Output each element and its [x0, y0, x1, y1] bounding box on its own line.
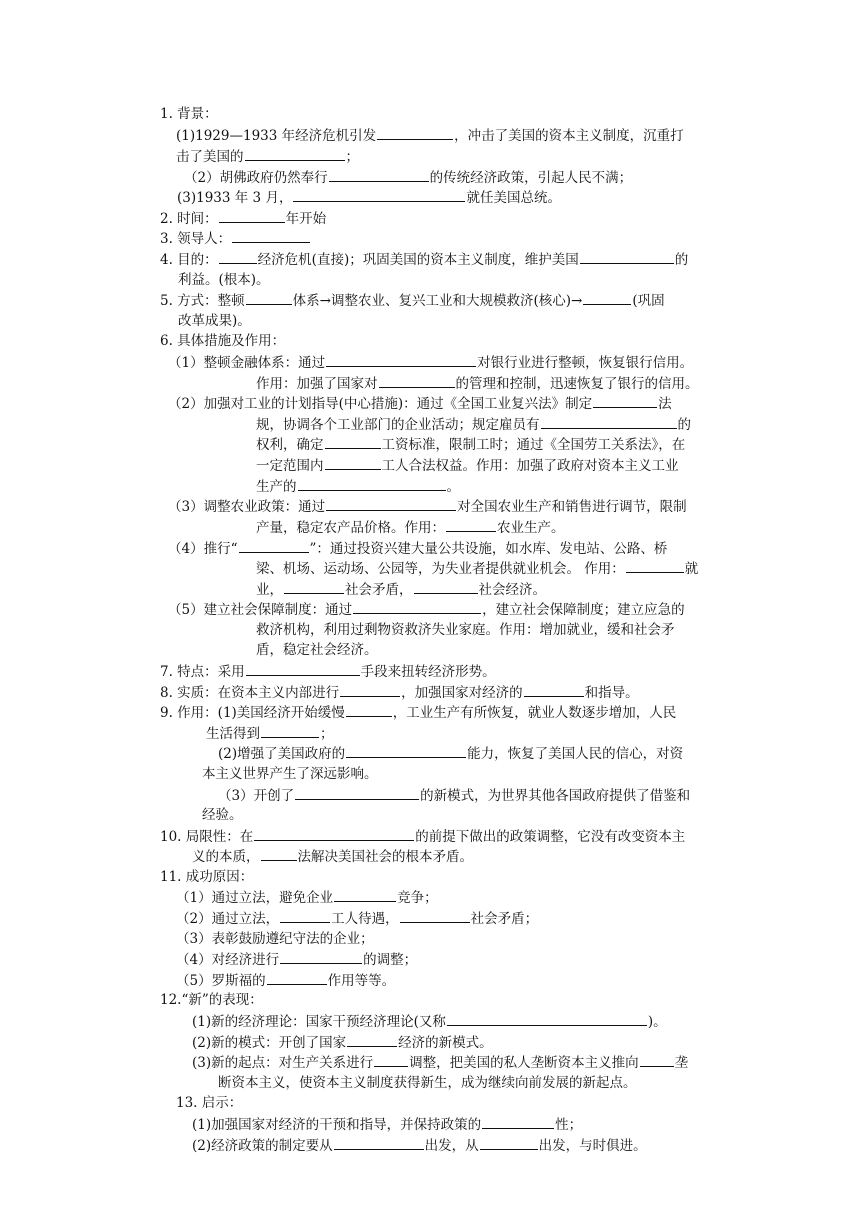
fill-blank[interactable]: [246, 290, 292, 305]
text-fragment: 工人合法权益。作用：加强了政府对资本主义工业: [381, 458, 679, 474]
fill-blank[interactable]: [325, 455, 381, 470]
fill-blank[interactable]: [298, 476, 446, 491]
fill-blank[interactable]: [377, 125, 453, 140]
measure-2-line-3: [256, 434, 685, 456]
fill-blank[interactable]: [379, 373, 455, 388]
text-fragment: 就任美国总统。: [466, 190, 561, 206]
section-10-line-1: [160, 826, 685, 848]
text-fragment: 一定范围内: [256, 458, 324, 474]
text-fragment: 9. 作用：(1)美国经济开始缓慢: [160, 705, 345, 721]
text-fragment: 的管理和控制，迅速恢复了银行的信用。: [455, 376, 699, 392]
text-fragment: 。: [446, 479, 460, 495]
fill-blank[interactable]: [346, 702, 392, 717]
fill-blank[interactable]: [353, 599, 481, 614]
text-fragment: 3. 领导人：: [160, 231, 232, 247]
text-fragment: 的传统经济政策，引起人民不满；: [429, 170, 633, 186]
fill-blank[interactable]: [346, 743, 466, 758]
text-fragment: 义的本质，: [192, 849, 260, 865]
text-fragment: （3）开创了: [218, 788, 295, 804]
section-3-line: [160, 228, 311, 250]
text-fragment: （1）通过立法，避免企业: [176, 890, 334, 906]
fill-blank[interactable]: [446, 517, 496, 532]
text-fragment: 10. 局限性：在: [160, 829, 254, 845]
fill-blank[interactable]: [414, 579, 478, 594]
text-fragment: 年开始: [285, 211, 327, 227]
fill-blank[interactable]: [267, 970, 327, 985]
section-9-line-4: [202, 764, 378, 785]
section-1-title: [160, 104, 218, 125]
fill-blank[interactable]: [232, 228, 310, 243]
text-fragment: 生产的: [256, 479, 297, 495]
text-fragment: 利益。(根本)。: [178, 272, 270, 288]
text-fragment: 的前提下做出的政策调整，它没有改变资本主: [415, 829, 686, 845]
text-fragment: 垄: [674, 1055, 689, 1071]
text-fragment: 社会矛盾，: [345, 582, 413, 598]
text-fragment: 业，: [256, 582, 283, 598]
insight-2-line: [192, 1135, 647, 1157]
text-fragment: 法解决美国社会的根本矛盾。: [297, 849, 473, 865]
text-fragment: 出发，与时俱进。: [538, 1138, 647, 1154]
text-fragment: 和指导。: [584, 685, 639, 701]
section-12-title: [160, 990, 263, 1011]
text-fragment: 作用等等。: [327, 973, 396, 989]
fill-blank[interactable]: [447, 1011, 647, 1026]
measure-2-line-2: [256, 414, 691, 436]
fill-blank[interactable]: [593, 393, 657, 408]
text-fragment: )。: [647, 1014, 667, 1030]
section-1-line-4: [177, 187, 561, 209]
measure-5-line-3: [256, 640, 378, 661]
text-fragment: 本主义世界产生了深远影响。: [202, 766, 378, 782]
text-fragment: 11. 成功原因：: [160, 869, 254, 885]
fill-blank[interactable]: [254, 826, 414, 841]
text-fragment: 产量，稳定农产品价格。作用：: [256, 520, 445, 536]
new-3-line-1: [192, 1052, 688, 1074]
text-fragment: 农业生产。: [497, 520, 565, 536]
measure-2-line-5: [256, 476, 460, 498]
text-fragment: （2）胡佛政府仍然奉行: [184, 170, 328, 186]
fill-blank[interactable]: [326, 496, 456, 511]
fill-blank[interactable]: [541, 414, 677, 429]
section-4-line-1: [160, 249, 688, 271]
fill-blank[interactable]: [325, 434, 381, 449]
fill-blank[interactable]: [329, 167, 429, 182]
measure-4-line-1: [168, 538, 667, 560]
text-fragment: （3）调整农业政策：通过: [168, 499, 326, 515]
fill-blank[interactable]: [524, 682, 584, 697]
text-fragment: （3）表彰鼓励遵纪守法的企业；: [176, 931, 374, 947]
text-fragment: 13. 启示：: [176, 1095, 243, 1111]
text-fragment: （5）建立社会保障制度：通过: [168, 602, 353, 618]
text-fragment: (3)新的起点：对生产关系进行: [192, 1055, 374, 1071]
text-fragment: （4）推行“: [168, 541, 238, 557]
measure-5-line-1: [168, 599, 685, 621]
section-9-line-6: [202, 805, 243, 826]
section-1-line-2: [176, 146, 359, 168]
text-fragment: ，工业生产有所恢复，就业人数逐步增加，人民: [392, 705, 677, 721]
measure-1-line-2: [256, 373, 699, 395]
text-fragment: 出发，从: [424, 1138, 479, 1154]
fill-blank[interactable]: [246, 661, 360, 676]
text-fragment: 5. 方式：整顿: [160, 293, 245, 309]
measure-1-line-1: [168, 352, 693, 374]
text-fragment: （2）通过立法，: [176, 911, 280, 927]
text-fragment: 的新模式，为世界其他各国政府提供了借鉴和: [420, 788, 691, 804]
text-fragment: 能力，恢复了美国人民的信心，对资: [467, 746, 684, 762]
fill-blank[interactable]: [293, 187, 465, 202]
reason-2-line: [176, 908, 538, 930]
text-fragment: （1）整顿金融体系：通过: [168, 355, 326, 371]
new-3-line-2: [218, 1073, 637, 1094]
fill-blank[interactable]: [374, 1052, 408, 1067]
text-fragment: 2. 时间：: [160, 211, 218, 227]
text-fragment: (1)加强国家对经济的干预和指导，并保持政策的: [192, 1117, 482, 1133]
text-fragment: (1)新的经济理论：国家干预经济理论(又称: [192, 1014, 446, 1030]
fill-blank[interactable]: [245, 146, 345, 161]
fill-blank[interactable]: [239, 538, 309, 553]
fill-blank[interactable]: [347, 1032, 397, 1047]
text-fragment: 作用：加强了国家对: [256, 376, 378, 392]
text-fragment: 梁、机场、运动场、公园等，为失业者提供就业机会。 作用：: [256, 561, 625, 577]
text-fragment: ；: [320, 726, 334, 742]
fill-blank[interactable]: [280, 908, 330, 923]
text-fragment: 社会经济。: [478, 582, 546, 598]
text-fragment: 盾，稳定社会经济。: [256, 642, 378, 658]
measure-5-line-2: [256, 620, 675, 641]
reason-5-line: [176, 970, 395, 992]
fill-blank[interactable]: [280, 949, 362, 964]
text-fragment: (3)1933 年 3 月，: [177, 190, 293, 206]
section-5-line-2: [178, 311, 251, 332]
text-fragment: 救济机构，利用过剩物资救济失业家庭。作用：增加就业，缓和社会矛: [256, 622, 675, 638]
reason-4-line: [176, 949, 417, 971]
section-1-line-3: [184, 167, 632, 189]
section-11-title: [160, 867, 253, 888]
text-fragment: 调整，把美国的私人垄断资本主义推向: [409, 1055, 639, 1071]
text-fragment: 规，协调各个工业部门的企业活动；规定雇员有: [256, 417, 540, 433]
new-1-line: [192, 1011, 667, 1033]
text-fragment: (2)经济政策的制定要从: [192, 1138, 333, 1154]
section-10-line-2: [192, 846, 473, 868]
fill-blank[interactable]: [480, 1135, 538, 1150]
insight-1-line: [192, 1114, 582, 1136]
text-fragment: (1)1929—1933 年经济危机引发: [176, 128, 377, 144]
text-fragment: （5）罗斯福的: [176, 973, 266, 989]
text-fragment: 性；: [555, 1117, 583, 1133]
fill-blank[interactable]: [583, 290, 631, 305]
section-7-line: [160, 661, 496, 683]
text-fragment: 改革成果)。: [178, 313, 251, 329]
text-fragment: 经验。: [202, 807, 243, 823]
fill-blank[interactable]: [580, 249, 674, 264]
text-fragment: 对全国农业生产和销售进行调节，限制: [457, 499, 687, 515]
new-2-line: [192, 1032, 493, 1054]
section-1-title-text: 1. 背景：: [160, 106, 218, 122]
text-fragment: ”：通过投资兴建大量公共设施，如水库、发电站、公路、桥: [309, 541, 668, 557]
text-fragment: ，建立社会保障制度；建立应急的: [482, 602, 685, 618]
text-fragment: 的: [677, 417, 691, 433]
section-6-title: [160, 331, 285, 352]
measure-3-line-2: [256, 517, 565, 539]
text-fragment: 就: [684, 561, 699, 577]
measure-3-line-1: [168, 496, 687, 518]
text-fragment: 工人待遇，: [331, 911, 399, 927]
text-fragment: ，加强国家对经济的: [401, 685, 523, 701]
measure-2-line-1: [168, 393, 672, 415]
fill-blank[interactable]: [219, 208, 285, 223]
text-fragment: 手段来扭转经济形势。: [360, 664, 496, 680]
section-2-line: [160, 208, 326, 230]
text-fragment: 体系→调整农业、复兴工业和大规模救济(核心)→: [292, 293, 583, 309]
section-9-line-2: [206, 723, 334, 745]
section-9-line-5: [218, 785, 690, 807]
fill-blank[interactable]: [219, 249, 257, 264]
section-8-line: [160, 682, 639, 704]
fill-blank[interactable]: [334, 1135, 424, 1150]
text-fragment: 经济的新模式。: [398, 1035, 493, 1051]
text-fragment: 7. 特点：采用: [160, 664, 245, 680]
reason-3-line: [176, 929, 374, 950]
text-fragment: 权利，确定: [256, 437, 324, 453]
text-fragment: (2)增强了美国政府的: [218, 746, 346, 762]
section-1-line-1: [176, 125, 684, 147]
fill-blank[interactable]: [626, 558, 684, 573]
text-fragment: 工资标准，限制工时；通过《全国劳工关系法》，在: [381, 437, 686, 453]
text-fragment: 8. 实质：在资本主义内部进行: [160, 685, 340, 701]
text-fragment: 6. 具体措施及作用：: [160, 333, 286, 349]
text-fragment: 竞争；: [397, 890, 438, 906]
fill-blank[interactable]: [261, 846, 297, 861]
fill-blank[interactable]: [340, 682, 400, 697]
fill-blank[interactable]: [284, 579, 344, 594]
fill-blank[interactable]: [326, 352, 476, 367]
text-fragment: 法: [658, 396, 672, 412]
fill-blank[interactable]: [334, 887, 396, 902]
reason-1-line: [176, 887, 438, 909]
text-fragment: 12.“新”的表现：: [160, 992, 263, 1008]
measure-4-line-3: [256, 579, 546, 601]
text-fragment: 4. 目的：: [160, 252, 218, 268]
section-4-line-2: [178, 270, 270, 291]
text-fragment: 生活得到: [206, 726, 260, 742]
text-fragment: （2）加强对工业的计划指导(中心措施)：通过《全国工业复兴法》制定: [168, 396, 593, 412]
text-fragment: (巩固: [632, 293, 665, 309]
fill-blank[interactable]: [295, 785, 419, 800]
section-9-line-3: [218, 743, 683, 765]
text-fragment: 击了美国的: [176, 149, 244, 165]
text-fragment: (2)新的模式：开创了国家: [192, 1035, 347, 1051]
fill-blank[interactable]: [482, 1114, 554, 1129]
fill-blank[interactable]: [400, 908, 470, 923]
section-9-line-1: [160, 702, 676, 724]
text-fragment: ；: [345, 149, 359, 165]
text-fragment: 的: [674, 252, 689, 268]
measure-2-line-4: [256, 455, 679, 477]
fill-blank[interactable]: [640, 1052, 674, 1067]
text-fragment: ，冲击了美国的资本主义制度，沉重打: [454, 128, 684, 144]
text-fragment: 社会矛盾；: [470, 911, 539, 927]
text-fragment: 断资本主义，使资本主义制度获得新生，成为继续向前发展的新起点。: [218, 1075, 637, 1091]
section-5-line-1: [160, 290, 665, 312]
text-fragment: 经济危机(直接)；巩固美国的资本主义制度，维护美国: [257, 252, 579, 268]
text-fragment: （4）对经济进行: [176, 952, 280, 968]
measure-4-line-2: [256, 558, 698, 580]
text-fragment: 的调整；: [363, 952, 418, 968]
fill-blank[interactable]: [261, 723, 319, 738]
section-13-title: [176, 1093, 242, 1114]
text-fragment: 对银行业进行整顿，恢复银行信用。: [477, 355, 694, 371]
